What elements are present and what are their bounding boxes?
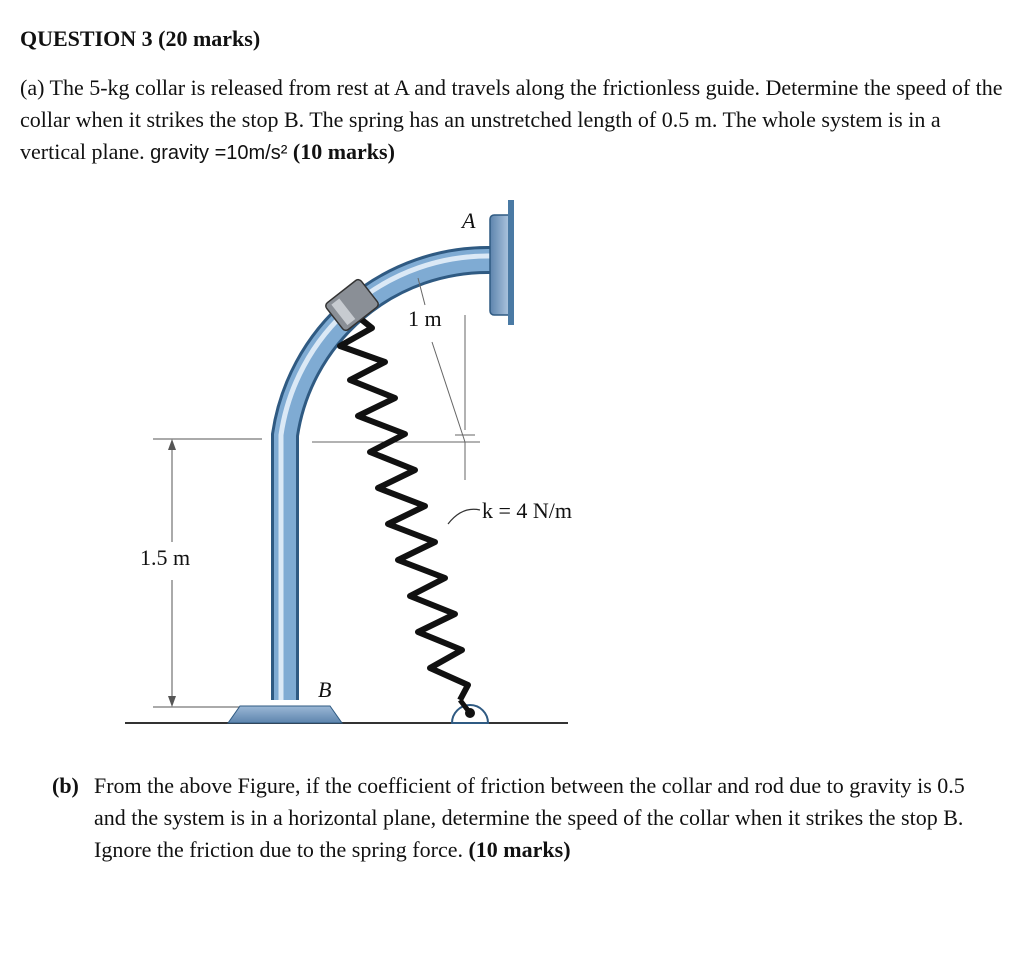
spring-label-leader	[448, 509, 480, 524]
collar-spring-figure	[0, 180, 1024, 750]
part-b-tag: (b)	[52, 773, 79, 798]
spring-anchor	[452, 700, 488, 723]
label-radius: 1 m	[408, 306, 442, 331]
label-spring-constant: k = 4 N/m	[482, 498, 573, 523]
label-height: 1.5 m	[140, 545, 191, 570]
figure-drawing	[0, 180, 1024, 750]
stop-base	[228, 706, 342, 723]
part-a-text: (a) The 5-kg collar is released from rest at A and travels along the frictionless guide. Determine the speed of the collar when it strikes the stop B. The spring has an unstretched length of 0.5 m. The whole system is in a vertical plane.	[20, 75, 1003, 164]
wall-support	[490, 200, 514, 325]
height-dimension	[153, 439, 265, 707]
part-b-marks: (10 marks)	[468, 837, 571, 862]
label-a: A	[462, 208, 476, 233]
guide-rod	[281, 256, 490, 700]
part-b-paragraph	[52, 770, 1002, 866]
part-b-text: From the above Figure, if the coefficient of friction between the collar and rod due to gravity is 0.5 and the system is in a horizontal plane, determine the speed of the collar when it strikes the stop B. Ignore the friction due to the spring force.	[94, 773, 965, 862]
part-a-paragraph	[20, 72, 1010, 169]
part-a-marks: (10 marks)	[292, 139, 395, 164]
label-b: B	[318, 677, 332, 702]
spring-coil	[340, 312, 468, 700]
gravity-text: gravity =10m/s²	[150, 142, 288, 164]
question-heading: QUESTION 3 (20 marks)	[20, 26, 261, 51]
